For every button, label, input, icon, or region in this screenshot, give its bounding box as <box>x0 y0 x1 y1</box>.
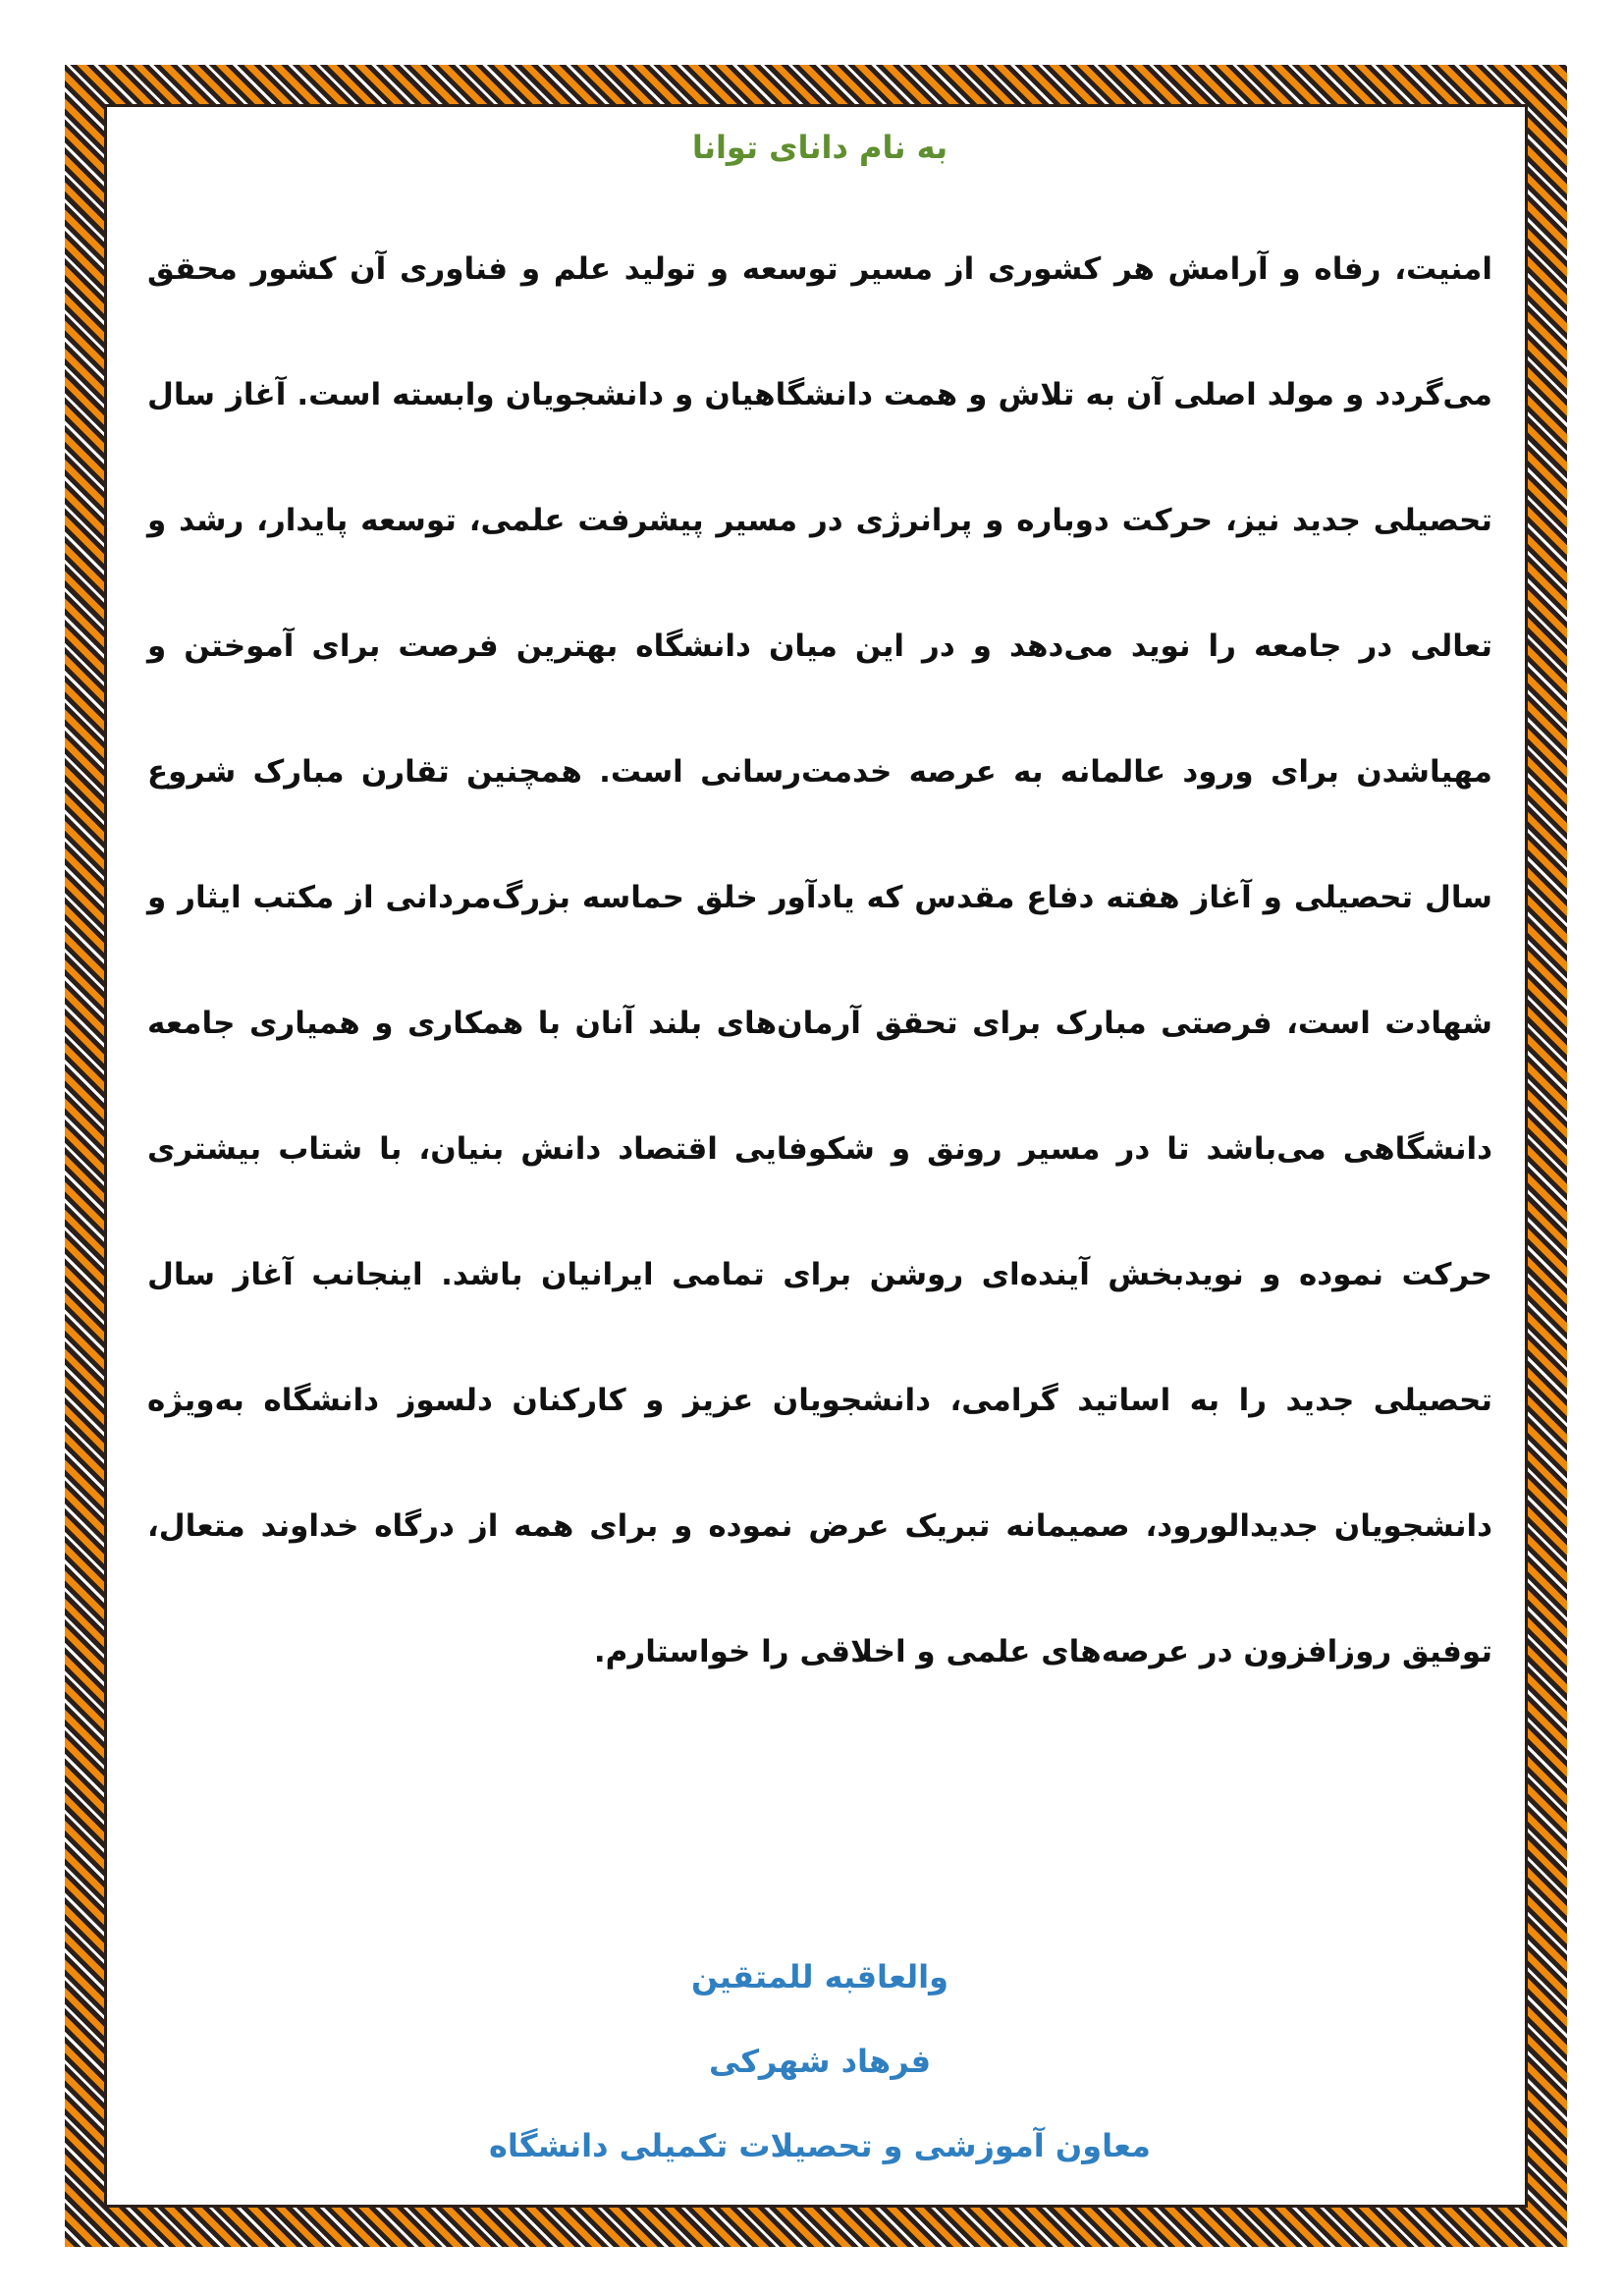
closing-phrase: والعاقبه للمتقین <box>691 1958 948 1995</box>
page-heading: به نام دانای توانا <box>691 129 948 166</box>
signer-name: فرهاد شهرکی <box>708 2043 932 2080</box>
signer-title: معاون آموزشی و تحصیلات تکمیلی دانشگاه <box>489 2127 1151 2164</box>
letter-body: امنیت، رفاه و آرامش هر کشوری از مسیر توسعه و تولید علم و فناوری آن کشور محقق می‌گردد و مولد اصلی آن به تلاش و همت دانشگاهیان و دانشجویان وابسته است. آغاز سال تحصیلی جدید نیز، حرکت دوباره و پرانرژی در مسیر پیشرفت علمی، توسعه پایدار، رشد و تعالی در جامعه را نوید می‌دهد و در این میان دانشگاه بهترین فرصت برای آموختن و مهیاشدن برای ورود عالمانه به عرصه خدمت‌رسانی است. همچنین تقارن مبارک شروع سال تحصیلی و آغاز هفته دفاع مقدس که یادآور خلق حماسه بزرگ‌مردانی از مکتب ایثار و شهادت است، فرصتی مبارک برای تحقق آرمان‌های بلند آنان با همکاری و همیاری جامعه دانشگاهی می‌باشد تا در مسیر رونق و شکوفایی اقتصاد دانش بنیان، با شتاب بیشتری حرکت نموده و نویدبخش آینده‌ای روشن برای تمامی ایرانیان باشد. اینجانب آغاز سال تحصیلی جدید را به اساتید گرامی، دانشجویان عزیز و کارکنان دلسوز دانشگاه به‌ویژه دانشجویان جدیدالورود، صمیمانه تبریک عرض نموده و برای همه از درگاه خداوند متعال، توفیق روزافزون در عرصه‌های علمی و اخلاقی را خواستارم. <box>147 251 1492 1669</box>
letter-page <box>147 128 1492 2170</box>
letter-closing <box>147 1935 1492 2188</box>
